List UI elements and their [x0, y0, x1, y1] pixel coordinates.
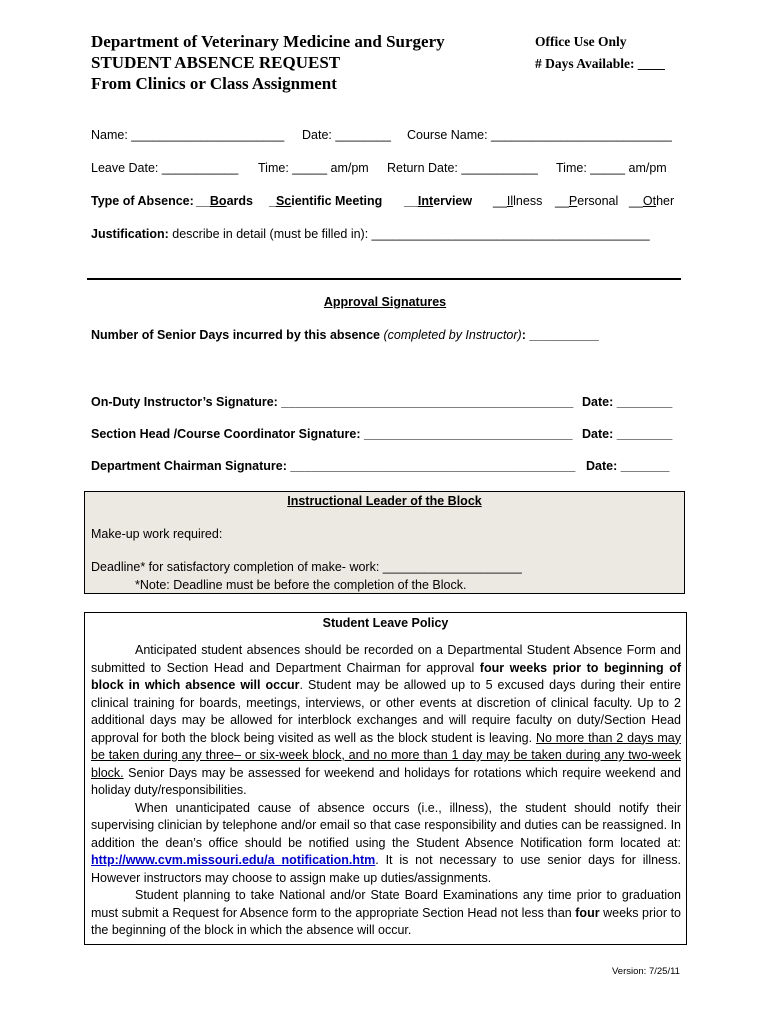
section-head-date-field[interactable]: Date: ________: [582, 427, 673, 441]
department-chairman-signature-field[interactable]: Department Chairman Signature: _________________________________________: [91, 459, 576, 473]
form-title: STUDENT ABSENCE REQUEST: [91, 53, 341, 72]
name-field[interactable]: Name: ______________________: [91, 128, 285, 142]
department-title: Department of Veterinary Medicine and Surgery: [91, 32, 445, 51]
form-subtitle: From Clinics or Class Assignment: [91, 74, 337, 93]
office-use-label: Office Use Only: [535, 34, 627, 49]
date-field[interactable]: Date: ________: [302, 128, 391, 142]
absence-option-other[interactable]: __Other: [629, 194, 675, 208]
course-name-field[interactable]: Course Name: __________________________: [407, 128, 672, 142]
student-leave-policy-heading: Student Leave Policy: [322, 616, 449, 630]
policy-text: [91, 642, 681, 940]
absence-option-boards[interactable]: __Boards: [196, 194, 253, 208]
days-available-field[interactable]: # Days Available: ____: [535, 56, 665, 71]
absence-option-interview[interactable]: __Interview: [404, 194, 473, 208]
type-of-absence-label: Type of Absence:: [91, 194, 194, 208]
return-date-field[interactable]: Return Date: ___________: [387, 161, 538, 175]
approval-signatures-heading: Approval Signatures: [323, 295, 447, 309]
leave-time-field[interactable]: Time: _____ am/pm: [258, 161, 369, 175]
section-head-signature-field[interactable]: Section Head /Course Coordinator Signature: ______________________________: [91, 427, 573, 441]
absence-option-illness[interactable]: __Illness: [493, 194, 543, 208]
on-duty-instructor-signature-field[interactable]: On-Duty Instructor’s Signature: __________________________________________: [91, 395, 574, 409]
version-label: Version: 7/25/11: [612, 966, 680, 977]
instructional-leader-heading: Instructional Leader of the Block: [287, 494, 482, 508]
return-time-field[interactable]: Time: _____ am/pm: [556, 161, 667, 175]
absence-notification-link[interactable]: http://www.cvm.missouri.edu/a_notification.htm: [91, 853, 376, 867]
section-divider: [87, 278, 681, 280]
deadline-field[interactable]: Deadline* for satisfactory completion of make- work: ____________________: [91, 560, 522, 574]
policy-paragraph-1: Anticipated student absences should be recorded on a Departmental Student Absence Form and submitted to Section Head and Department Chairman for approval four weeks prior to beginning of block in which absence will occur. Student may be allowed up to 5 excused days during their entire clinical training for boards, meetings, interviews, or other events at discretion of clinical faculty. Up to 2 additional days may be allowed for interblock exchanges and will require faculty on duty/Section Head approval for both the block being visited as well as the block student is leaving. No more than 2 days may be taken during any three– or six-week block, and no more than 1 day may be taken during any two-week block. Senior Days may be assessed for weekend and holidays for rotations which require weekend and holiday duty/responsibilities.: [91, 643, 681, 797]
absence-option-personal[interactable]: __Personal: [555, 194, 619, 208]
policy-paragraph-2: When unanticipated cause of absence occurs (i.e., illness), the student should notify their supervising clinician by telephone and/or email so that case responsibility and duties can be reassigned. In addition the dean’s office should be notified using the Student Absence Notification form located at: http://www.cvm.missouri.edu/a_notification.htm. It is not necessary to use senior days for illness. However instructors may choose to assign make up duties/assignments.: [91, 800, 681, 885]
policy-paragraph-3: Student planning to take National and/or State Board Examinations any time prior to graduation must submit a Request for Absence form to the appropriate Section Head not less than four weeks prior to the beginning of the block in which the absence will occur.: [91, 888, 681, 937]
senior-days-field[interactable]: Number of Senior Days incurred by this absence (completed by Instructor): __________: [91, 328, 599, 342]
justification-field[interactable]: Justification: describe in detail (must be filled in): ________________________________________: [91, 227, 650, 241]
deadline-note: *Note: Deadline must be before the completion of the Block.: [135, 578, 467, 592]
leave-date-field[interactable]: Leave Date: ___________: [91, 161, 239, 175]
department-chairman-date-field[interactable]: Date: _______: [586, 459, 670, 473]
absence-option-scientific-meeting[interactable]: _Scientific Meeting: [269, 194, 383, 208]
on-duty-date-field[interactable]: Date: ________: [582, 395, 673, 409]
makeup-work-field[interactable]: Make-up work required:: [91, 527, 223, 541]
